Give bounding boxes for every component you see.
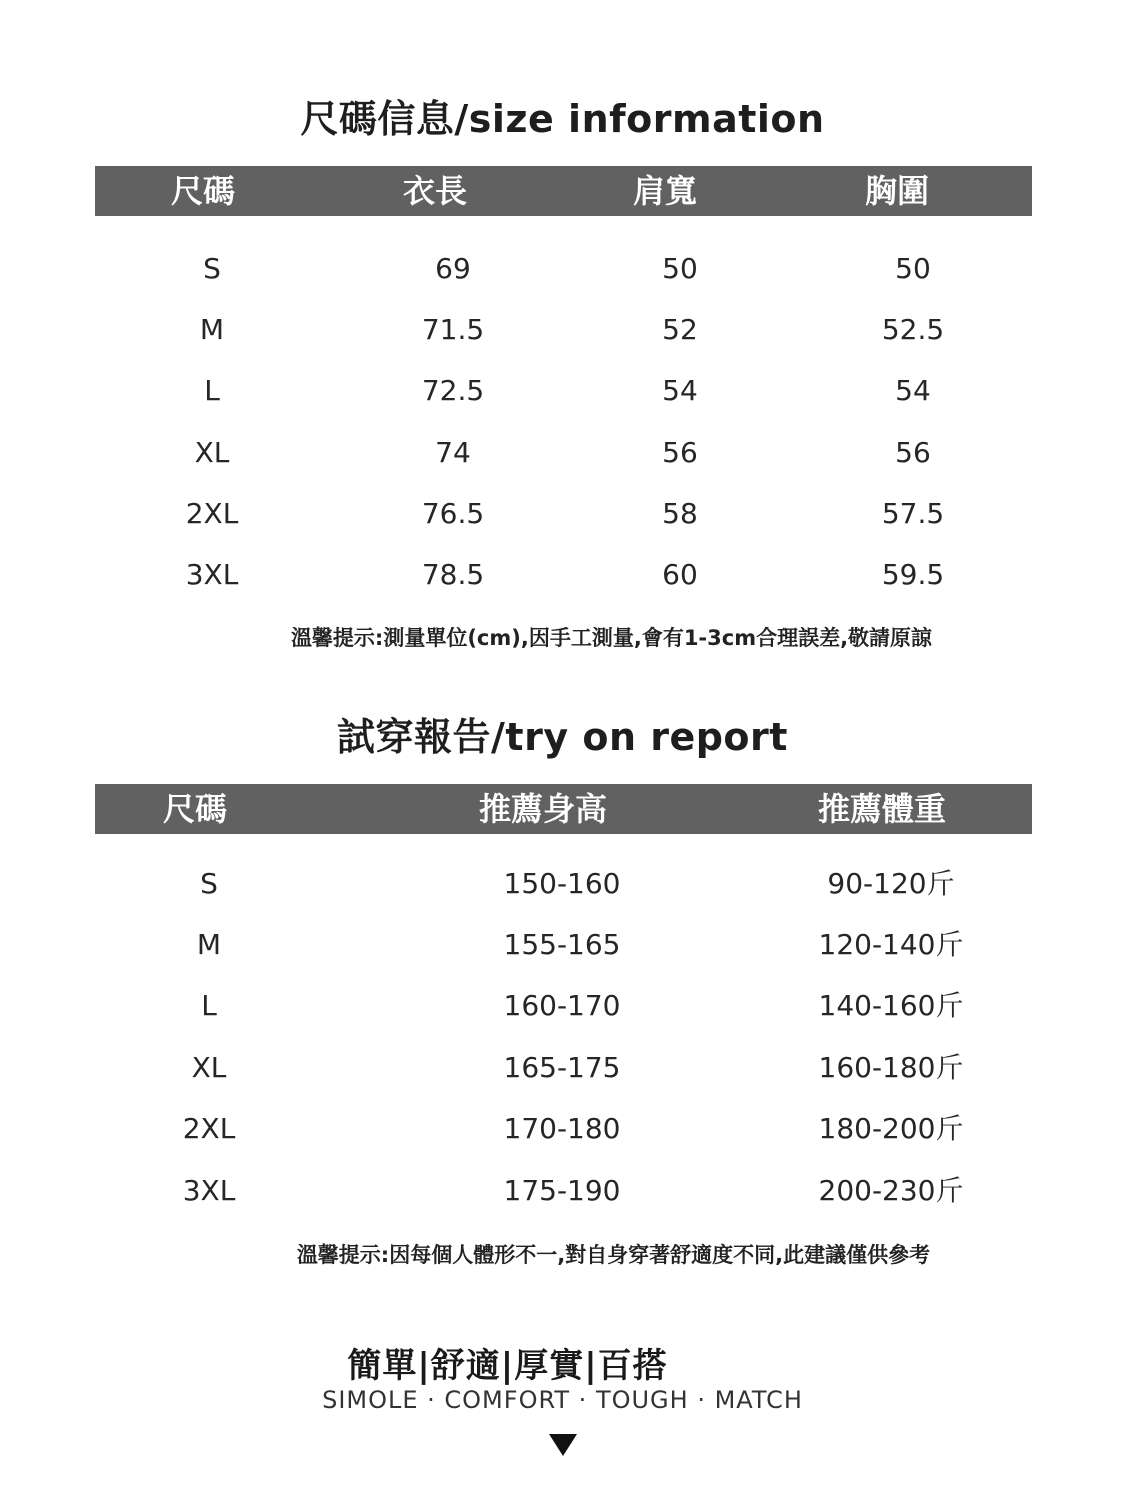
size-cell: S	[200, 867, 218, 900]
table-row	[0, 986, 1125, 1026]
weight-cell: 160-180斤	[818, 1051, 964, 1084]
shoulder-cell: 58	[662, 497, 698, 530]
size-note: 溫馨提示:測量單位(cm),因手工測量,會有1-3cm合理誤差,敬請原諒	[290, 626, 933, 650]
footer-subtitle: SIMOLE · COMFORT · TOUGH · MATCH	[322, 1386, 803, 1414]
length-cell: 69	[435, 252, 471, 285]
size-info-title: 尺碼信息/size information	[300, 97, 825, 141]
weight-cell: 140-160斤	[818, 989, 964, 1022]
footer-tagline: 簡單|舒適|厚實|百搭	[347, 1346, 668, 1386]
height-cell: 170-180	[503, 1112, 621, 1145]
try-table-header	[95, 784, 1032, 834]
size-header-chest: 胸圍	[864, 172, 930, 210]
table-row	[0, 1171, 1125, 1211]
table-row	[0, 249, 1125, 289]
size-cell: 3XL	[182, 1174, 236, 1207]
length-cell: 72.5	[421, 374, 485, 407]
try-header-height: 推薦身高	[478, 790, 608, 828]
size-cell: XL	[194, 436, 230, 469]
chest-cell: 59.5	[881, 558, 945, 591]
chest-cell: 50	[895, 252, 931, 285]
chest-cell: 57.5	[881, 497, 945, 530]
chest-cell: 54	[895, 374, 931, 407]
height-cell: 160-170	[503, 989, 621, 1022]
size-cell: 2XL	[182, 1112, 236, 1145]
size-cell: L	[201, 989, 217, 1022]
shoulder-cell: 60	[662, 558, 698, 591]
weight-cell: 90-120斤	[827, 867, 955, 900]
try-header-size: 尺碼	[162, 790, 228, 828]
table-row	[0, 1048, 1125, 1088]
table-row	[0, 1109, 1125, 1149]
table-row	[0, 310, 1125, 350]
height-cell: 175-190	[503, 1174, 621, 1207]
chest-cell: 52.5	[881, 313, 945, 346]
height-cell: 150-160	[503, 867, 621, 900]
size-header-shoulder: 肩寬	[632, 172, 698, 210]
weight-cell: 180-200斤	[818, 1112, 964, 1145]
length-cell: 76.5	[421, 497, 485, 530]
try-on-title: 試穿報告/try on report	[337, 715, 788, 759]
table-row	[0, 494, 1125, 534]
length-cell: 78.5	[421, 558, 485, 591]
table-row	[0, 555, 1125, 595]
shoulder-cell: 56	[662, 436, 698, 469]
shoulder-cell: 50	[662, 252, 698, 285]
length-cell: 71.5	[421, 313, 485, 346]
try-note: 溫馨提示:因每個人體形不一,對自身穿著舒適度不同,此建議僅供參考	[296, 1243, 931, 1267]
triangle-down-icon	[549, 1434, 577, 1456]
size-cell: 3XL	[185, 558, 239, 591]
size-cell: L	[204, 374, 220, 407]
table-row	[0, 433, 1125, 473]
size-cell: 2XL	[185, 497, 239, 530]
table-row	[0, 371, 1125, 411]
try-header-weight: 推薦體重	[817, 790, 947, 828]
weight-cell: 120-140斤	[818, 928, 964, 961]
size-cell: S	[203, 252, 221, 285]
size-header-length: 衣長	[402, 172, 468, 210]
size-cell: XL	[191, 1051, 227, 1084]
size-cell: M	[199, 313, 225, 346]
chest-cell: 56	[895, 436, 931, 469]
shoulder-cell: 52	[662, 313, 698, 346]
shoulder-cell: 54	[662, 374, 698, 407]
size-cell: M	[196, 928, 222, 961]
table-row	[0, 864, 1125, 904]
size-table-header	[95, 166, 1032, 216]
table-row	[0, 925, 1125, 965]
weight-cell: 200-230斤	[818, 1174, 964, 1207]
size-header-size: 尺碼	[170, 172, 236, 210]
height-cell: 165-175	[503, 1051, 621, 1084]
height-cell: 155-165	[503, 928, 621, 961]
length-cell: 74	[435, 436, 471, 469]
